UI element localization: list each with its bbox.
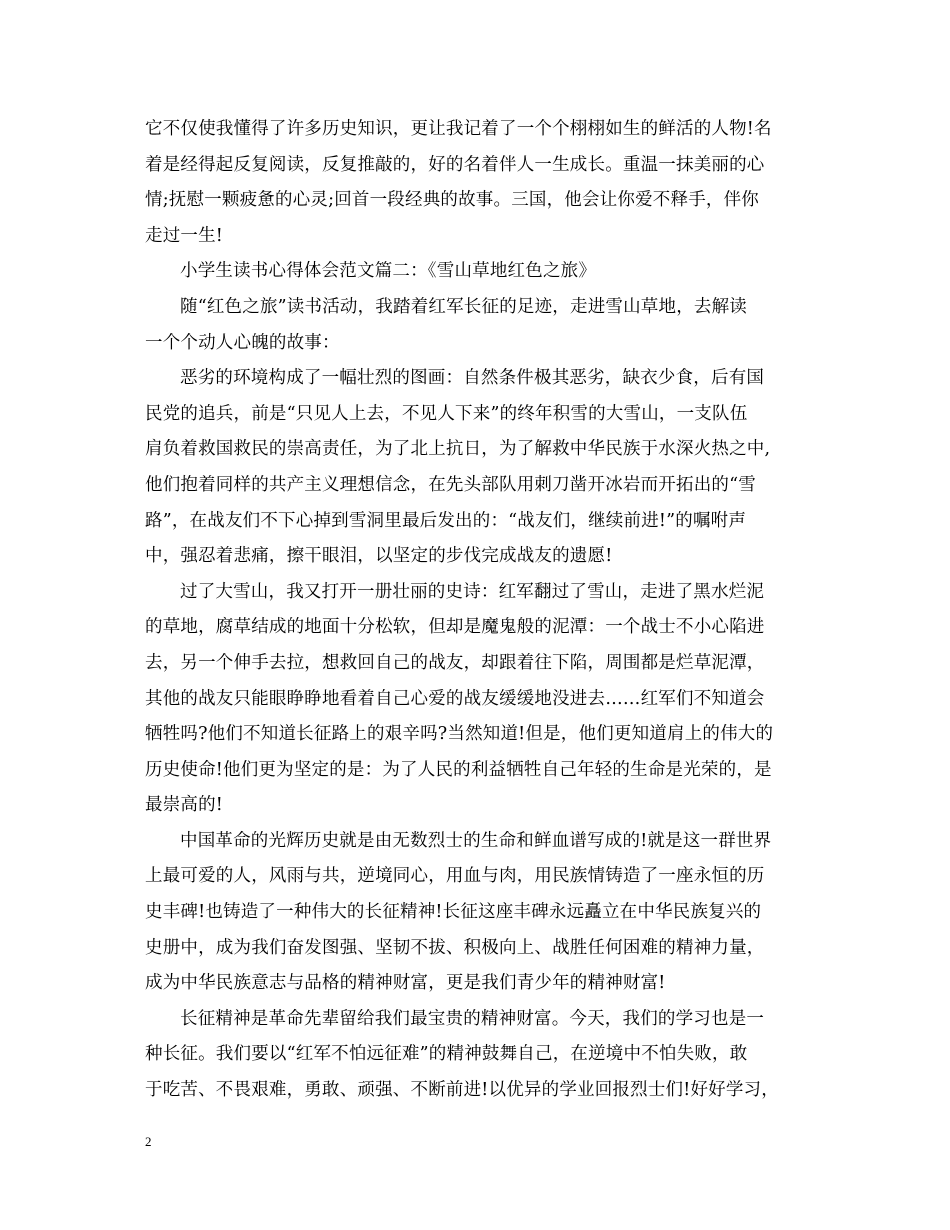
page-number: 2 xyxy=(145,1134,152,1149)
text-line: 路”，在战友们不下心掉到雪洞里最后发出的：“战友们，继续前进!”的嘱咐声 xyxy=(145,510,747,531)
text-line: 一个个动人心魄的故事： xyxy=(145,332,340,353)
text-line: 牺牲吗?他们不知道长征路上的艰辛吗?当然知道!但是，他们更知道肩上的伟大的 xyxy=(145,724,774,745)
text-line: 去，另一个伸手去拉，想救回自己的战友，却跟着往下陷，周围都是烂草泥潭， xyxy=(145,652,765,673)
text-line: 走过一生! xyxy=(145,225,224,246)
text-line: 中，强忍着悲痛，擦干眼泪，以坚定的步伐完成战友的遗愿! xyxy=(145,546,613,567)
text-line: 上最可爱的人，风雨与共，逆境同心，用血与肉，用民族情铸造了一座永恒的历 xyxy=(145,866,765,887)
text-line: 于吃苦、不畏艰难，勇敢、顽强、不断前进!以优异的学业回报烈士们!好好学习， xyxy=(145,1080,779,1101)
text-line: 史册中，成为我们奋发图强、坚韧不拔、积极向上、战胜任何困难的精神力量， xyxy=(145,937,765,958)
text-line: 恶劣的环境构成了一幅壮烈的图画：自然条件极其恶劣，缺衣少食，后有国 xyxy=(180,368,765,389)
document-body xyxy=(145,112,810,1109)
text-line: 过了大雪山，我又打开一册壮丽的史诗：红军翻过了雪山，走进了黑水烂泥 xyxy=(180,581,765,602)
text-line: 种长征。我们要以“红军不怕远征难”的精神鼓舞自己，在逆境中不怕失败，敢 xyxy=(145,1044,748,1065)
text-line: 他们抱着同样的共产主义理想信念，在先头部队用刺刀凿开冰岩而开拓出的“雪 xyxy=(145,474,756,495)
text-line: 民党的追兵，前是“只见人上去，不见人下来”的终年积雪的大雪山，一支队伍 xyxy=(145,403,748,424)
section-heading: 小学生读书心得体会范文篇二：《雪山草地红色之旅》 xyxy=(180,261,597,282)
text-line: 长征精神是革命先辈留给我们最宝贵的精神财富。今天，我们的学习也是一 xyxy=(180,1008,765,1029)
text-line: 情;抚慰一颗疲惫的心灵;回首一段经典的故事。三国，他会让你爱不释手，伴你 xyxy=(145,190,759,211)
text-line: 中国革命的光辉历史就是由无数烈士的生命和鲜血谱写成的!就是这一群世界 xyxy=(180,830,772,851)
text-line: 它不仅使我懂得了许多历史知识，更让我记着了一个个栩栩如生的鲜活的人物!名 xyxy=(145,119,772,139)
text-line: 最崇高的! xyxy=(145,795,224,816)
text-line: 历史使命!他们更为坚定的是：为了人民的利益牺牲自己年轻的生命是光荣的，是 xyxy=(145,759,772,780)
text-line: 肩负着救国救民的崇高责任，为了北上抗日，为了解救中华民族于水深火热之中, xyxy=(145,439,771,460)
text-line: 成为中华民族意志与品格的精神财富，更是我们青少年的精神财富! xyxy=(145,973,666,994)
text-line: 其他的战友只能眼睁睁地看着自己心爱的战友缓缓地没进去……红军们不知道会 xyxy=(145,688,765,709)
text-line: 史丰碑!也铸造了一种伟大的长征精神!长征这座丰碑永远矗立在中华民族复兴的 xyxy=(145,902,762,923)
text-line: 的草地，腐草结成的地面十分松软，但却是魔鬼般的泥潭：一个战士不小心陷进 xyxy=(145,617,765,638)
text-line: 随“红色之旅”读书活动，我踏着红军长征的足迹，走进雪山草地，去解读 xyxy=(180,296,747,317)
text-line: 着是经得起反复阅读，反复推敲的，好的名着伴人一生成长。重温一抹美丽的心 xyxy=(145,154,765,175)
